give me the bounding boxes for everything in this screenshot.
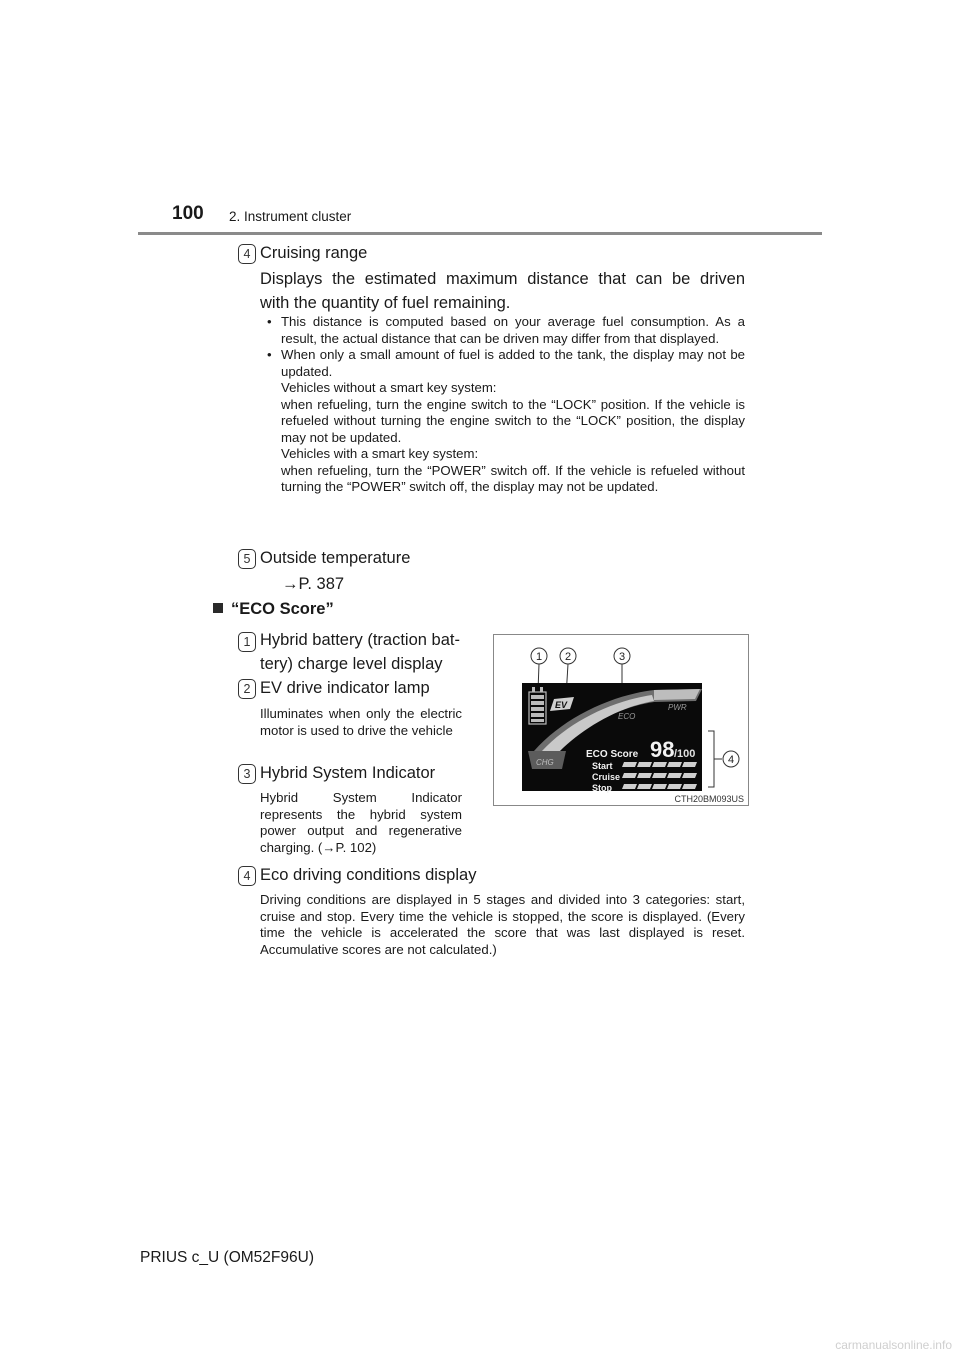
eco-score-heading (213, 600, 334, 619)
item-number-badge: 1 (238, 632, 256, 652)
start-stage-bars (622, 762, 697, 767)
note-text: When only a small amount of fuel is added to the tank, the display may not be updated. (281, 347, 745, 379)
callout-bracket (708, 731, 722, 787)
footer-model: PRIUS c_U (OM52F96U) (140, 1249, 314, 1266)
cruising-range-desc-line1: Displays the estimated maximum distance that can be driven (260, 270, 745, 288)
outside-temp-page-ref[interactable]: →P. 387 (282, 575, 345, 593)
callout-label: 2 (564, 651, 572, 663)
watermark: carmanualsonline.info (835, 1338, 952, 1352)
chg-label: CHG (536, 758, 554, 767)
eco-score-label: ECO Score (586, 749, 639, 760)
cruising-range-desc-line2: with the quantity of fuel remaining. (260, 294, 511, 312)
cruising-range-title: Cruising range (260, 244, 368, 262)
pwr-zone (654, 689, 700, 700)
cruise-stage-bars (622, 773, 697, 778)
hsi-text: Hybrid System Indicator represents the hybrid system power output and regenerative charging. (→P. 102) (260, 790, 462, 855)
smart-key-label: Vehicles with a smart key system: (281, 446, 479, 461)
smart-key-text: when refueling, turn the “POWER” switch off. If the vehicle is refueled without turning the “POWER” switch off, the display may not be updated. (281, 462, 745, 494)
ev-label: EV (554, 700, 568, 710)
callout-label: 3 (618, 651, 626, 663)
item-number-badge: 4 (238, 866, 256, 886)
hybrid-battery-title-line1: Hybrid battery (traction bat- (260, 631, 460, 649)
row-label-stop: Stop (592, 783, 612, 793)
eco-zone-label: ECO (618, 712, 636, 721)
square-bullet-icon (213, 603, 223, 613)
eco-score-figure (493, 634, 749, 806)
eco-driving-title: Eco driving conditions display (260, 866, 477, 884)
callout-label: 1 (535, 651, 543, 663)
page-number: 100 (172, 203, 204, 224)
row-label-cruise: Cruise (592, 772, 621, 782)
no-smart-key-label: Vehicles without a smart key system: (281, 380, 497, 395)
header-rule (138, 232, 822, 235)
eco-score-display-illustration (494, 635, 748, 805)
row-label-start: Start (592, 761, 613, 771)
note-text: This distance is computed based on your average fuel consumption. As a result, the actual distance that can be driven may differ from that displayed. (281, 314, 745, 346)
section-title: 2. Instrument cluster (229, 209, 352, 224)
bullet-dot: • (267, 347, 272, 362)
no-smart-key-text: when refueling, turn the engine switch to the “LOCK” position. If the vehicle is refueled without turning the engine switch to the “LOCK” position, the display may not be updated. (281, 396, 745, 445)
eco-score-value: 98 (650, 737, 675, 762)
outside-temp-title: Outside temperature (260, 549, 411, 567)
item-number-badge: 2 (238, 679, 256, 699)
ev-lamp-title: EV drive indicator lamp (260, 679, 430, 697)
item-number-badge: 5 (238, 549, 256, 569)
eco-score-heading-text: “ECO Score” (231, 600, 334, 618)
cruising-range-notes (260, 314, 745, 496)
figure-code: CTH20BM093US (674, 794, 744, 804)
hybrid-battery-title-line2: tery) charge level display (260, 655, 443, 673)
eco-driving-text: Driving conditions are displayed in 5 stages and divided into 3 categories: start, cruise and stop. Every time the vehicle is stopped, the score is displayed. (Every time the vehicle is accelerated the score that was last displayed is reset. Accumulative scores are not calculated.) (260, 892, 745, 957)
hsi-title: Hybrid System Indicator (260, 764, 436, 782)
stop-stage-bars (622, 784, 697, 789)
item-number-badge: 3 (238, 764, 256, 784)
note-bullet (260, 347, 745, 496)
callout-label: 4 (727, 754, 735, 766)
bullet-dot: • (267, 314, 272, 329)
ev-lamp-text: Illuminates when only the electric motor is used to drive the vehicle (260, 706, 462, 738)
eco-score-max: /100 (674, 748, 696, 760)
note-bullet (260, 314, 745, 347)
item-number-badge: 4 (238, 244, 256, 264)
pwr-zone-label: PWR (668, 703, 687, 712)
